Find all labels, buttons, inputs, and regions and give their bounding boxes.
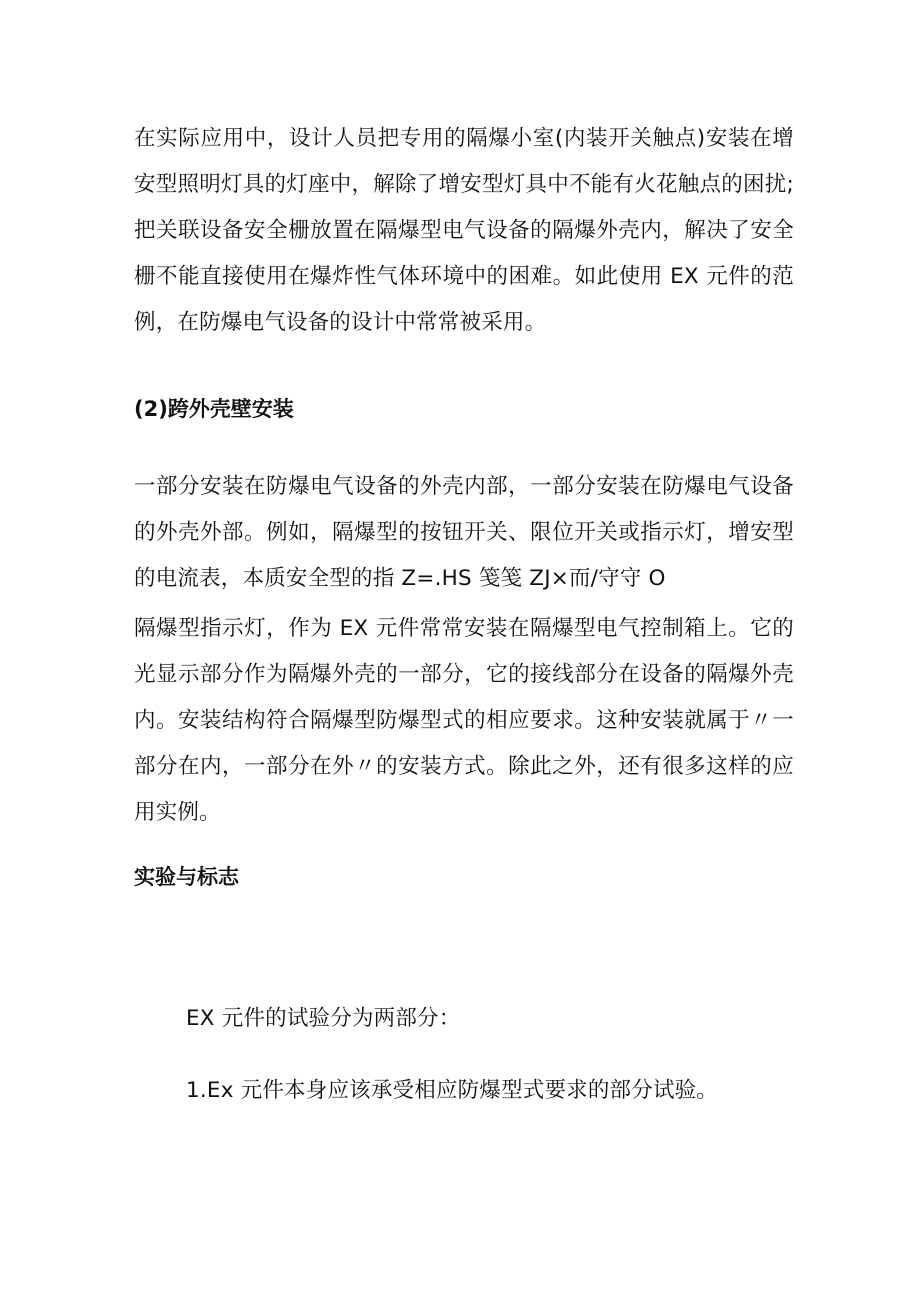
section-heading-tests-and-marking: 实验与标志 (134, 865, 239, 889)
test-item-1: 1.Ex 元件本身应该承受相应防爆型式要求的部分试验。 (186, 1078, 719, 1103)
paragraph-ex-component-usage: 在实际应用中，设计人员把专用的隔爆小室(内装开关触点)安装在增安型照明灯具的灯座中，解除了增安型灯具中不能有火花触点的困扰;把关联设备安全栅放置在隔爆型电气设备的隔爆外壳内，解决了安全栅不能直接使用在爆炸性气体环境中的困难。如此使用 EX 元件的范例，在防爆电气设备的设计中常常被采用。 (134, 126, 794, 335)
test-intro-line: EX 元件的试验分为两部分： (186, 1006, 461, 1031)
paragraph-indicator-lamp-example: 隔爆型指示灯，作为 EX 元件常常安装在隔爆型电气控制箱上。它的光显示部分作为隔爆外壳的一部分，它的接线部分在设备的隔爆外壳内。安装结构符合隔爆型防爆型式的相应要求。这种安装就属于〃一部分在内，一部分在外〃的安装方式。除此之外，还有很多这样的应用实例。 (134, 616, 794, 825)
paragraph-cross-wall-description: 一部分安装在防爆电气设备的外壳内部，一部分安装在防爆电气设备的外壳外部。例如，隔爆型的按钮开关、限位开关或指示灯，增安型的电流表，本质安全型的指 Z=.HS 笺笺 ZJ×而/守守 O (134, 474, 794, 591)
section-heading-cross-wall-installation: (2)跨外壳壁安装 (134, 397, 294, 421)
